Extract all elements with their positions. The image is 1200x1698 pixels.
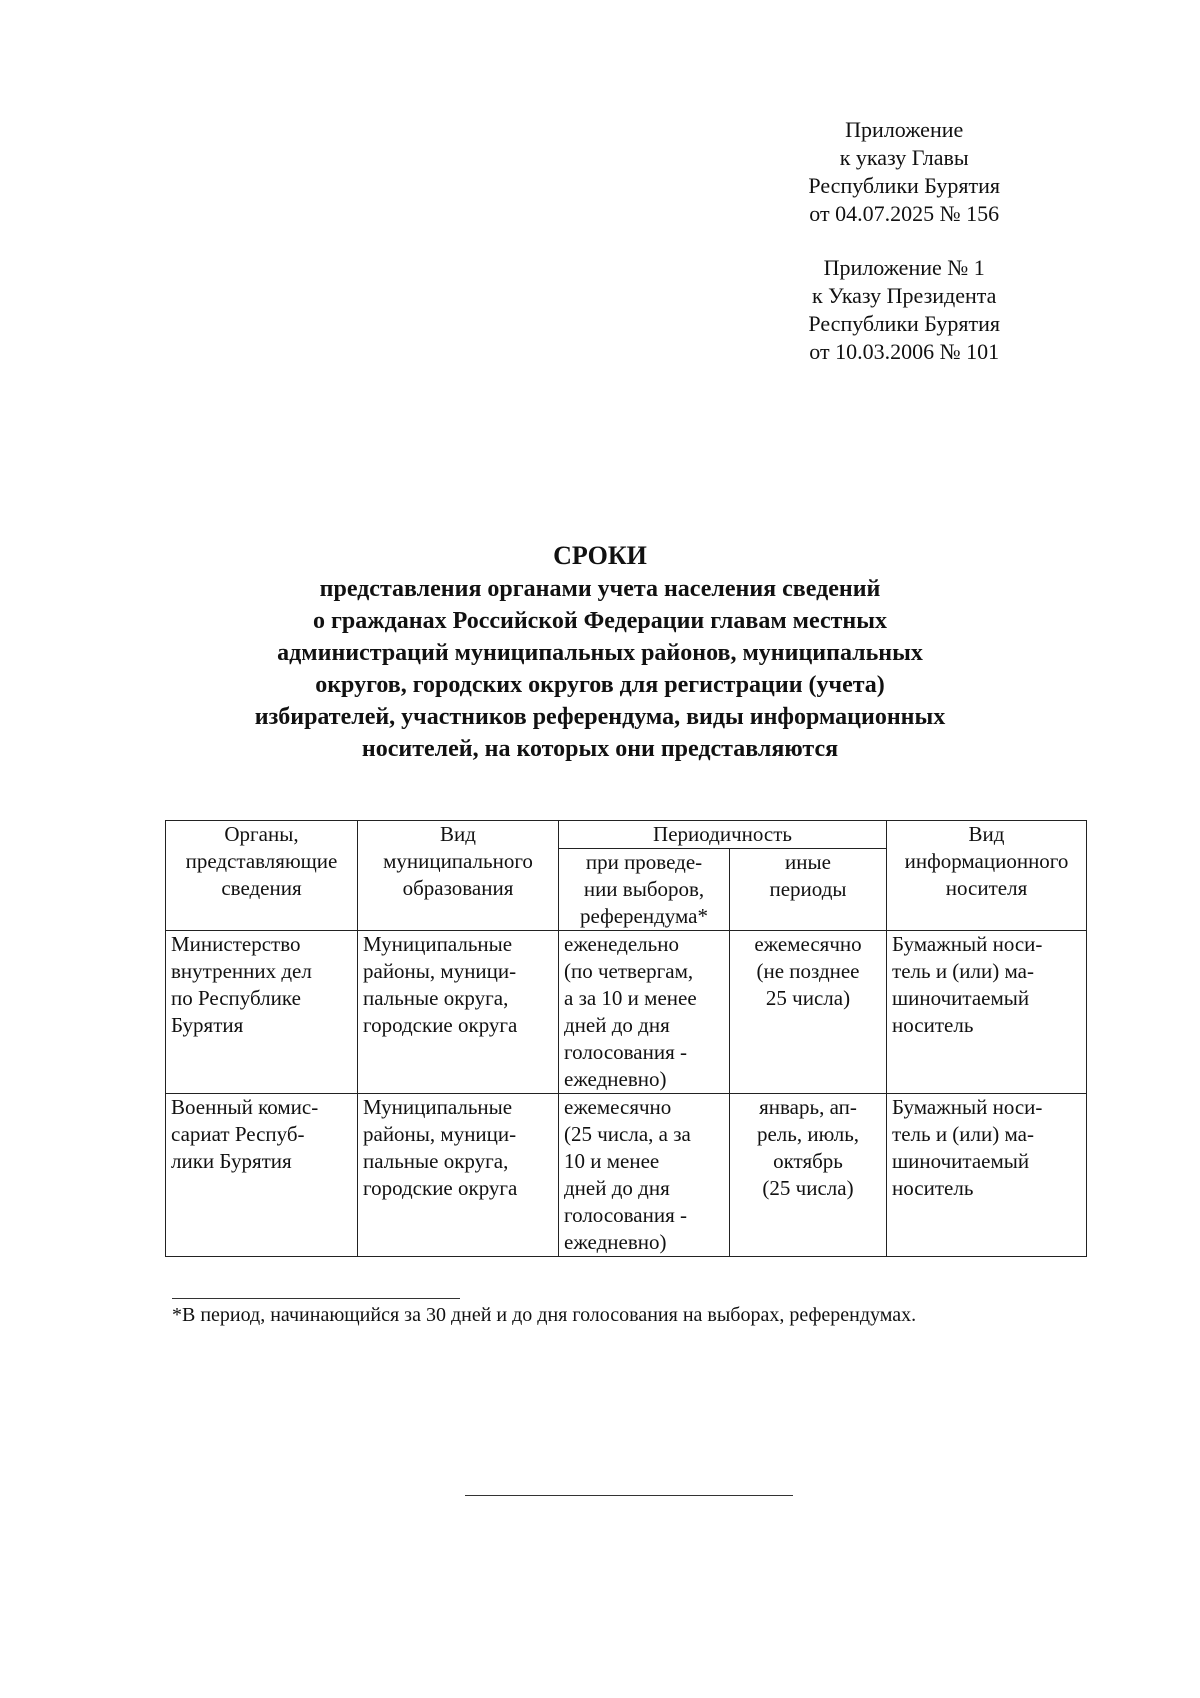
appendix-line: Республики Бурятия [808,311,1000,336]
cell-line: дней до дня [564,1013,670,1037]
cell-during-elections [559,931,730,1094]
header-line: иные [785,850,831,874]
header-line: при проведе- [585,850,703,874]
cell-line: носитель [892,1176,974,1200]
cell-municipality [358,1094,559,1257]
cell-line: (не позднее [756,959,860,983]
cell-line: еженедельно [564,932,679,956]
cell-line: районы, муници- [363,1122,517,1146]
cell-line: внутренних дел [171,959,312,983]
title-heading: СРОКИ [553,541,647,570]
cell-line: сариат Респуб- [171,1122,305,1146]
cell-line: городские округа [363,1176,518,1200]
cell-line: Бумажный носи- [892,932,1043,956]
cell-other-periods [730,931,887,1094]
periods-table [165,820,1087,1257]
title-line: о гражданах Российской Федерации главам местных [313,608,887,634]
title-line: администраций муниципальных районов, муниципальных [277,640,923,666]
cell-line: районы, муници- [363,959,517,983]
cell-line: ежедневно) [564,1230,667,1254]
header-during-elections [559,849,730,931]
cell-line: 10 и менее [564,1149,660,1173]
table-header-row [166,821,1087,849]
cell-line: ежемесячно [564,1095,672,1119]
cell-line: а за 10 и менее [564,986,697,1010]
header-media-type [887,821,1087,931]
cell-line: январь, ап- [759,1095,857,1119]
title-line: представления органами учета населения сведений [319,576,881,602]
document-end-divider [465,1495,793,1496]
appendix-line: от 10.03.2006 № 101 [809,339,1000,364]
appendix-line: к Указу Президента [811,283,997,308]
appendix-current-decree [808,116,1000,228]
cell-media [887,931,1087,1094]
cell-during-elections [559,1094,730,1257]
cell-line: 25 числа) [765,986,851,1010]
cell-line: лики Бурятия [171,1149,292,1173]
table-row [166,1094,1087,1257]
header-line: носителя [945,876,1028,900]
cell-organ [166,931,358,1094]
cell-line: дней до дня [564,1176,670,1200]
cell-line: Муниципальные [363,1095,513,1119]
cell-line: октябрь [773,1149,843,1173]
header-line: муниципального [383,849,533,873]
cell-line: Министерство [171,932,301,956]
cell-line: (по четвергам, [564,959,694,983]
cell-line: по Республике [171,986,301,1010]
cell-other-periods [730,1094,887,1257]
cell-media [887,1094,1087,1257]
cell-line: Бурятия [171,1013,244,1037]
cell-line: (25 числа, а за [564,1122,691,1146]
header-other-periods [730,849,887,931]
header-line: представляющие [185,849,338,873]
cell-line: шиночитаемый [892,1149,1030,1173]
cell-line: тель и (или) ма- [892,959,1034,983]
cell-line: Военный комис- [171,1095,319,1119]
cell-line: тель и (или) ма- [892,1122,1034,1146]
appendix-line: к указу Главы [839,145,969,170]
title-line: избирателей, участников референдума, виды информационных [254,704,946,730]
cell-line: (25 числа) [762,1176,854,1200]
title-line: округов, городских округов для регистрации (учета) [315,672,885,698]
header-line: Вид [440,822,476,846]
header-line: референдума* [580,904,708,928]
cell-line: голосования - [564,1040,687,1064]
document-title [150,540,1050,765]
cell-organ [166,1094,358,1257]
cell-line: носитель [892,1013,974,1037]
header-line: Вид [968,822,1005,846]
cell-line: пальные округа, [363,986,509,1010]
cell-line: рель, июль, [756,1122,860,1146]
cell-line: Муниципальные [363,932,513,956]
appendix-line: Приложение № 1 [823,255,985,280]
cell-line: ежедневно) [564,1067,667,1091]
header-municipality-type [358,821,559,931]
title-line: носителей, на которых они представляются [361,736,839,762]
cell-line: городские округа [363,1013,518,1037]
appendix-line: от 04.07.2025 № 156 [809,201,1000,226]
table-row [166,931,1087,1094]
header-line: сведения [221,876,302,900]
title-subheading [150,573,1050,765]
cell-line: ежемесячно [754,932,862,956]
cell-line: шиночитаемый [892,986,1030,1010]
header-organs [166,821,358,931]
cell-municipality [358,931,559,1094]
footnote-text: *В период, начинающийся за 30 дней и до дня голосования на выборах, референдумах. [172,1304,917,1326]
header-line: Органы, [224,822,299,846]
footnote-divider [172,1298,460,1299]
header-line: нии выборов, [583,877,705,901]
appendix-line: Республики Бурятия [808,173,1000,198]
appendix-original-decree [808,254,1000,366]
header-periodicity: Периодичность [559,821,887,849]
cell-line: голосования - [564,1203,687,1227]
header-line: периоды [769,877,847,901]
cell-line: пальные округа, [363,1149,509,1173]
header-line: образования [402,876,514,900]
header-line: информационного [904,849,1069,873]
appendix-line: Приложение [845,117,964,142]
cell-line: Бумажный носи- [892,1095,1043,1119]
